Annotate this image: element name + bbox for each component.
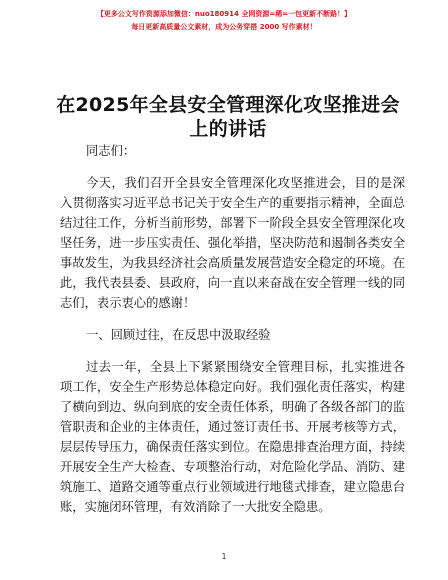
intro-paragraph: 今天，我们召开全县安全管理深化攻坚推进会，目的是深入贯彻落实习近平总书记关于安全生产的重要指示精神，全面总结过往工作，分析当前形势，部署下一阶段全县安全管理深化攻坚任务，进一步压实责任、强化举措，坚决防范和遏制各类安全事故发生，为我县经济社会高质量发展营造安全稳定的环境。在此，我代表县委、县政府，向一直以来奋战在安全管理一线的同志们，表示衷心的感谢！ — [60, 176, 405, 310]
document-body — [60, 141, 405, 529]
document-title: 在2025年全县安全管理深化攻坚推进会上的讲话 — [56, 94, 400, 140]
page-number: 1 — [221, 552, 227, 561]
promo-banner-line-2: 每日更新高质量公文素材，成为公务穿搭 2000 写作素材！ — [131, 23, 317, 31]
salutation: 同志们： — [86, 144, 136, 158]
section-heading: 一、回顾过往，在反思中汲取经验 — [86, 328, 271, 342]
body-paragraph: 过去一年，全县上下紧紧围绕安全管理目标，扎实推进各项工作，安全生产形势总体稳定向好。我们强化责任落实，构建了横向到边、纵向到底的安全责任体系，明确了各级各部门的监管职责和企业的主体责任，通过签订责任书、开展考核等方式，层层传导压力，确保责任落实到位。在隐患排查治理方面，持续开展安全生产大检查、专项整治行动，对危险化学品、消防、建筑施工、道路交通等重点行业领域进行地毯式排查，建立隐患台账，实施闭环管理，有效消除了一大批安全隐患。 — [60, 360, 405, 514]
promo-banner-line-1: 【更多公文写作资源添加微信：nuo180914 全网资源=稀=一包更新不断路！】 — [96, 10, 352, 18]
promo-banner — [0, 8, 448, 34]
